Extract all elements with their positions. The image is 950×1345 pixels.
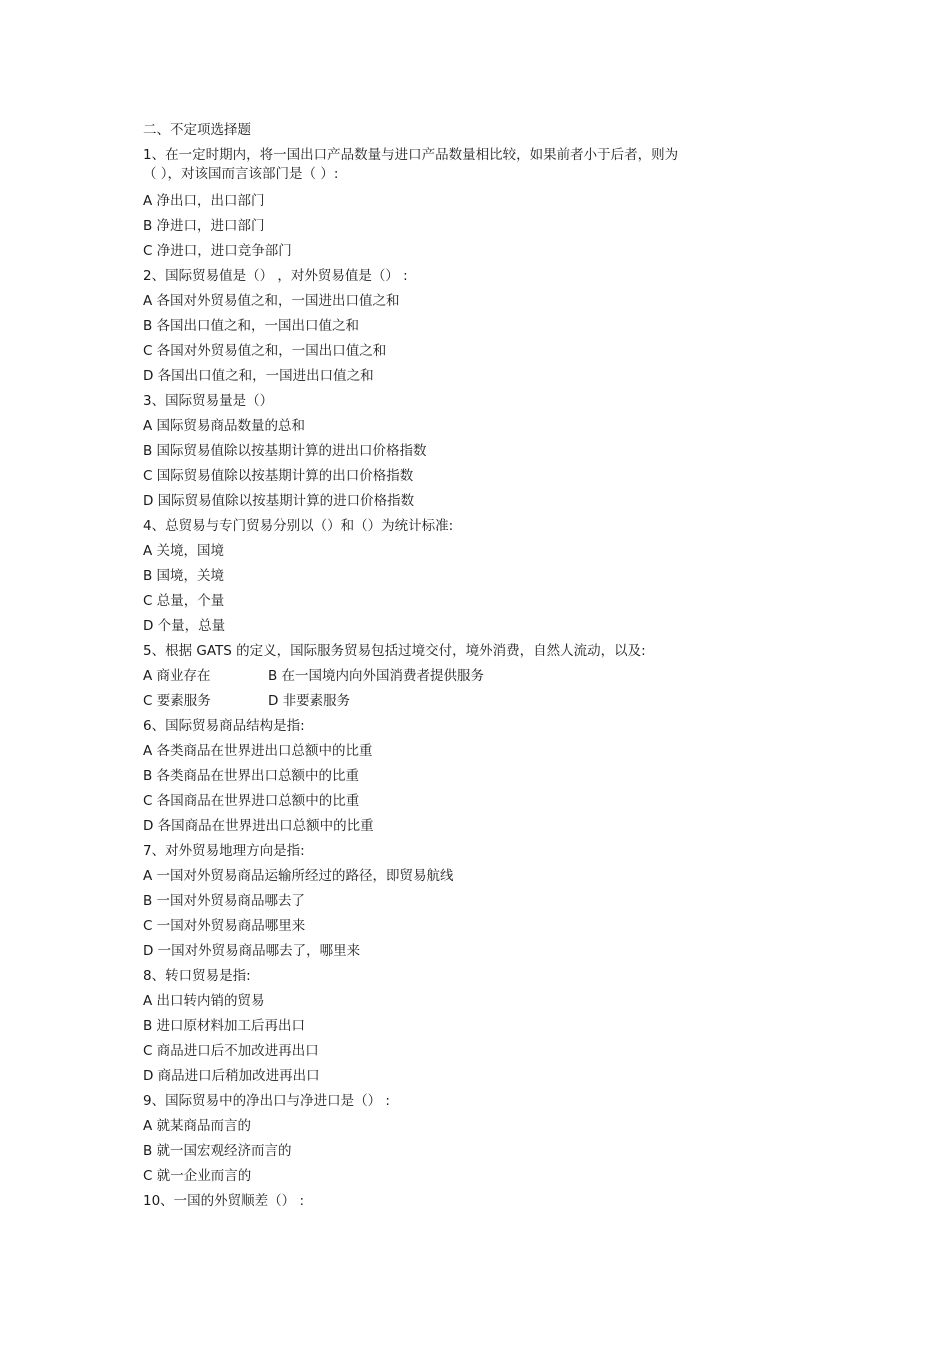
question-8-option-c: C 商品进口后不加改进再出口 <box>143 1043 319 1059</box>
question-5-option-a: A 商业存在 <box>143 668 211 684</box>
question-4-option-d: D 个量，总量 <box>143 618 226 634</box>
question-2-option-a: A 各国对外贸易值之和，一国进出口值之和 <box>143 293 400 309</box>
question-6-option-b: B 各类商品在世界出口总额中的比重 <box>143 768 360 784</box>
question-7-stem: 7、对外贸易地理方向是指: <box>143 843 305 859</box>
question-8-option-d: D 商品进口后稍加改进再出口 <box>143 1068 320 1084</box>
question-9-option-c: C 就一企业而言的 <box>143 1168 252 1184</box>
question-3-option-a: A 国际贸易商品数量的总和 <box>143 418 306 434</box>
question-8-stem: 8、转口贸易是指: <box>143 968 251 984</box>
question-7-option-d: D 一国对外贸易商品哪去了，哪里来 <box>143 943 361 959</box>
question-4-stem: 4、总贸易与专门贸易分别以（）和（）为统计标准: <box>143 518 454 534</box>
question-1-option-c: C 净进口，进口竞争部门 <box>143 243 292 259</box>
question-5-stem: 5、根据 GATS 的定义，国际服务贸易包括过境交付，境外消费，自然人流动，以及: <box>143 643 646 659</box>
question-4-option-c: C 总量，个量 <box>143 593 225 609</box>
question-10-stem: 10、一国的外贸顺差（） : <box>143 1193 305 1209</box>
question-3-option-b: B 国际贸易值除以按基期计算的进出口价格指数 <box>143 443 427 459</box>
question-6-stem: 6、国际贸易商品结构是指: <box>143 718 305 734</box>
question-6-option-c: C 各国商品在世界进口总额中的比重 <box>143 793 360 809</box>
question-7-option-a: A 一国对外贸易商品运输所经过的路径，即贸易航线 <box>143 868 454 884</box>
question-5-option-b: B 在一国境内向外国消费者提供服务 <box>268 668 485 684</box>
question-4-option-b: B 国境，关境 <box>143 568 225 584</box>
question-3-option-c: C 国际贸易值除以按基期计算的出口价格指数 <box>143 468 414 484</box>
question-9-option-b: B 就一国宏观经济而言的 <box>143 1143 292 1159</box>
question-6-option-d: D 各国商品在世界进出口总额中的比重 <box>143 818 374 834</box>
section-title: 二、不定项选择题 <box>143 122 251 138</box>
question-list <box>143 118 783 1214</box>
question-8-option-b: B 进口原材料加工后再出口 <box>143 1018 306 1034</box>
question-1-stem-continued: （ ），对该国而言该部门是（ ）: <box>143 166 339 182</box>
question-6-option-a: A 各类商品在世界进出口总额中的比重 <box>143 743 373 759</box>
question-2-option-c: C 各国对外贸易值之和，一国出口值之和 <box>143 343 387 359</box>
question-7-option-c: C 一国对外贸易商品哪里来 <box>143 918 306 934</box>
question-5-options-row-1 <box>143 664 783 689</box>
question-3-option-d: D 国际贸易值除以按基期计算的进口价格指数 <box>143 493 415 509</box>
question-5-options-row-2 <box>143 689 783 714</box>
question-8-option-a: A 出口转内销的贸易 <box>143 993 265 1009</box>
question-5-option-c: C 要素服务 <box>143 693 211 709</box>
question-1-option-a: A 净出口，出口部门 <box>143 193 265 209</box>
question-9-stem: 9、国际贸易中的净出口与净进口是（） : <box>143 1093 390 1109</box>
question-2-option-d: D 各国出口值之和，一国进出口值之和 <box>143 368 374 384</box>
question-4-option-a: A 关境，国境 <box>143 543 225 559</box>
question-1-stem: 1、在一定时期内，将一国出口产品数量与进口产品数量相比较，如果前者小于后者，则为 <box>143 147 679 163</box>
question-1-option-b: B 净进口，进口部门 <box>143 218 265 234</box>
question-2-stem: 2、国际贸易值是（） ，对外贸易值是（） : <box>143 268 408 284</box>
question-5-option-d: D 非要素服务 <box>268 693 351 709</box>
question-2-option-b: B 各国出口值之和，一国出口值之和 <box>143 318 360 334</box>
question-7-option-b: B 一国对外贸易商品哪去了 <box>143 893 306 909</box>
question-3-stem: 3、国际贸易量是（） <box>143 393 274 409</box>
question-9-option-a: A 就某商品而言的 <box>143 1118 252 1134</box>
